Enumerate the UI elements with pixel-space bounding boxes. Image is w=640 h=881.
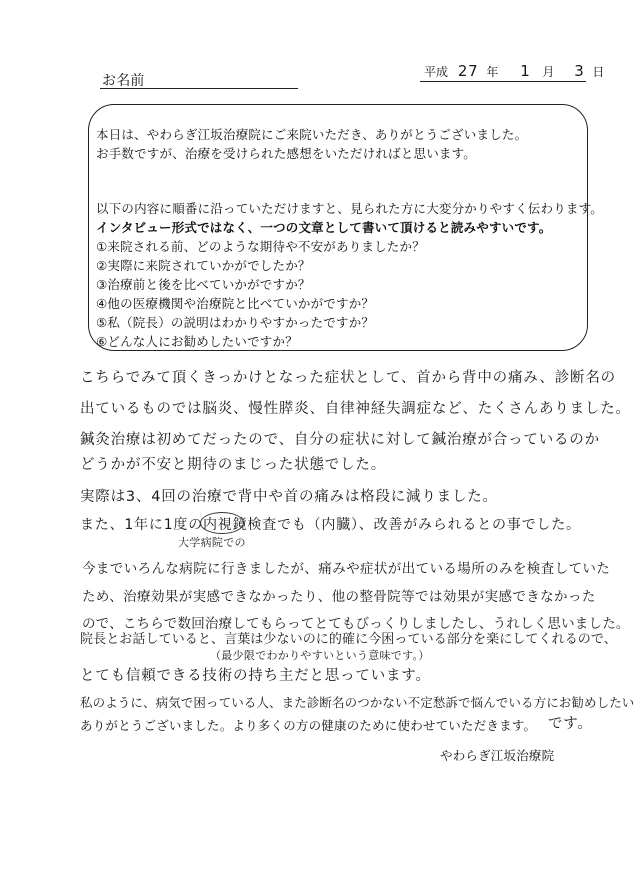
testimonial-p3-line3: ので、こちらで数回治療してもらってとてもびっくりしましたし、うれしく思いました。 xyxy=(82,616,630,632)
question-2: ②実際に来院されていかがでしたか？ xyxy=(96,258,311,273)
testimonial-p4-line1: 院長とお話していると、言葉は少ないのに的確に今困っている部分を楽にしてくれるので、 xyxy=(80,632,617,647)
testimonial-p3-line2: ため、治療効果が実感できなかったり、他の整骨院等では効果が実感できなかった xyxy=(82,589,596,605)
date-day-unit: 日 xyxy=(592,65,605,79)
date-month-unit: 月 xyxy=(542,65,555,79)
date-year: 27 xyxy=(457,62,479,80)
intro-line-2: お手数ですが、治療を受けられた感想をいただければと思います。 xyxy=(96,146,477,161)
date-era: 平成 xyxy=(424,65,449,79)
insert-circle-mark xyxy=(200,512,244,534)
clinic-signature: やわらぎ江坂治療院 xyxy=(440,748,555,763)
date-underline xyxy=(420,81,586,82)
testimonial-p2-insert: 大学病院での xyxy=(178,536,246,549)
intro-line-3: 以下の内容に順番に沿っていただけますと、見られた方に大変分かりやすく伝わります。 xyxy=(96,201,604,216)
testimonial-p3-line1: 今までいろんな病院に行きましたが、痛みや症状が出ている場所のみを検査していた xyxy=(82,561,611,577)
testimonial-p1-line3: 鍼灸治療は初めてだったので、自分の症状に対して鍼治療が合っているのか xyxy=(80,432,600,448)
name-underline xyxy=(100,88,298,89)
date-year-unit: 年 xyxy=(486,65,499,79)
testimonial-p5-ending: です。 xyxy=(548,716,593,732)
testimonial-p5-line1: 私のように、病気で困っている人、また診断名のつかない不定愁訴で悩んでいる方にお勧めしたい xyxy=(80,695,635,710)
intro-line-4: インタビュー形式ではなく、一つの文章として書いて頂けると読みやすいです。 xyxy=(96,220,552,235)
question-4: ④他の医療機関や治療院と比べていかがですか？ xyxy=(96,296,375,311)
question-3: ③治療前と後を比べていかがですか？ xyxy=(96,277,311,292)
intro-line-1: 本日は、やわらぎ江坂治療院にご来院いただき、ありがとうございました。 xyxy=(96,127,528,142)
question-5: ⑤私（院長）の説明はわかりやすかったですか？ xyxy=(96,315,375,330)
testimonial-p2-line2: また、1年に1度の内視鏡検査でも（内臓）、改善がみられるとの事でした。 xyxy=(80,517,581,533)
date-day: 3 xyxy=(574,62,585,80)
testimonial-p4-insert: （最少限でわかりやすいという意味です。） xyxy=(210,649,430,662)
date-field xyxy=(424,62,604,80)
question-1: ①来院される前、どのような期待や不安がありましたか？ xyxy=(96,239,425,254)
closing-thanks: ありがとうございました。より多くの方の健康のために使わせていただきます。 xyxy=(80,718,537,733)
testimonial-p1-line4: どうかが不安と期待のまじった状態でした。 xyxy=(80,457,386,473)
testimonial-p1-line2: 出ているものでは脳炎、慢性膵炎、自律神経失調症など、たくさんありました。 xyxy=(80,401,631,417)
date-month: 1 xyxy=(520,62,531,80)
testimonial-p4-line2: とても信頼できる技術の持ち主だと思っています。 xyxy=(80,668,431,684)
testimonial-p2-line1: 実際は3、4回の治療で背中や首の痛みは格段に減りました。 xyxy=(80,489,498,505)
name-label: お名前 xyxy=(102,73,145,89)
testimonial-p1-line1: こちらでみて頂くきっかけとなった症状として、首から背中の痛み、診断名の xyxy=(80,370,616,386)
question-6: ⑥どんな人にお勧めしたいですか？ xyxy=(96,334,298,349)
